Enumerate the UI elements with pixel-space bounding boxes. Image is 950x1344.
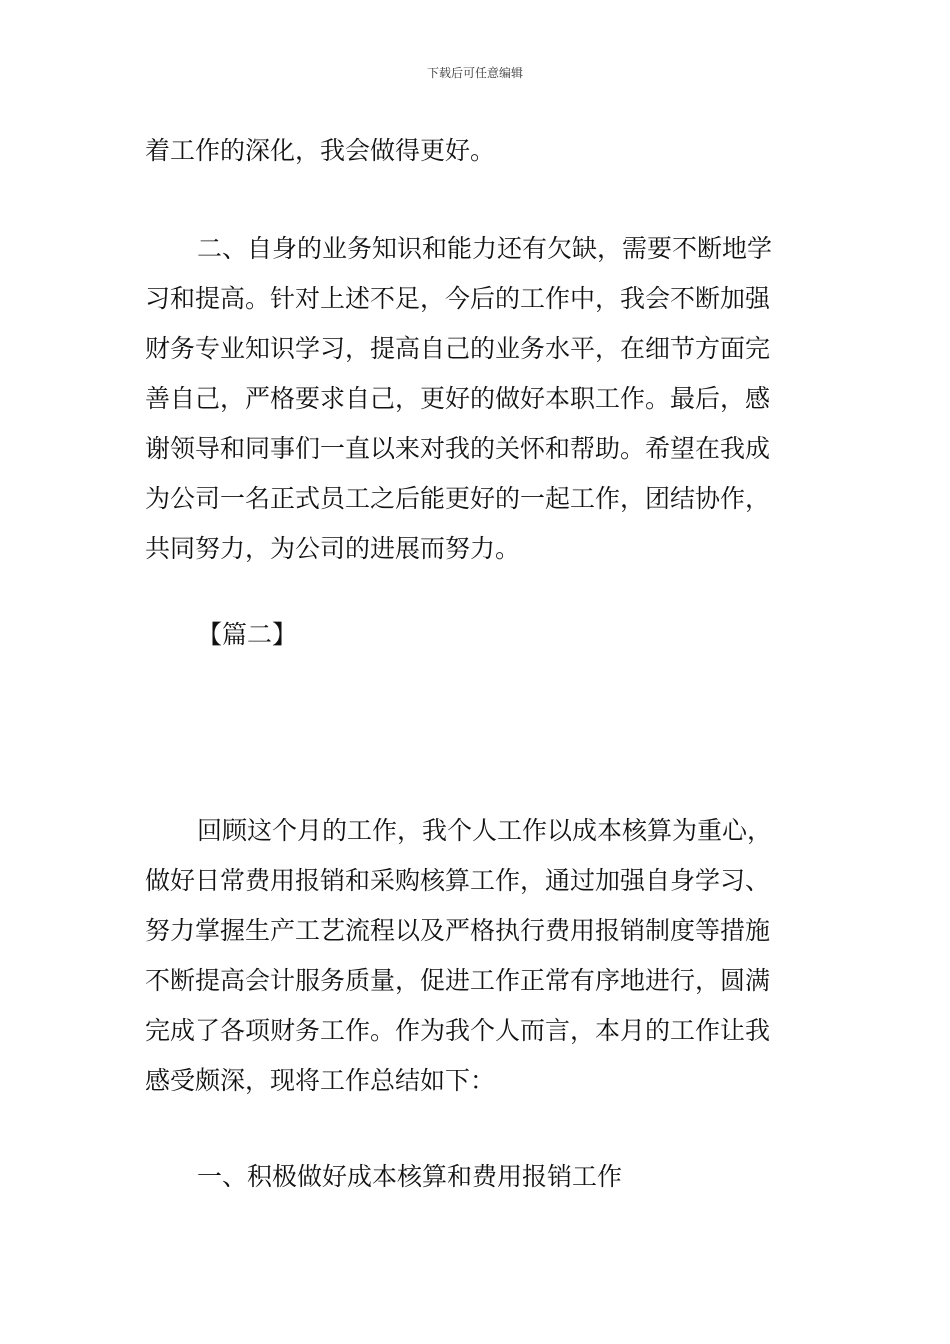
paragraph-line: 共同努力，为公司的进展而努力。 [145,534,521,563]
paragraph-line: 感受颇深，现将工作总结如下： [145,1066,496,1095]
document-body [145,126,810,1202]
paragraph-line: 谢领导和同事们一直以来对我的关怀和帮助。希望在我成 [145,434,771,463]
paragraph-line: 习和提高。针对上述不足，今后的工作中，我会不断加强 [145,284,771,313]
paragraph-line: 不断提高会计服务质量，促进工作正常有序地进行，圆满 [145,966,771,995]
paragraph-line: 做好日常费用报销和采购核算工作，通过加强自身学习、 [145,866,771,895]
paragraph-continuation [145,126,810,176]
page-header: 下载后可任意编辑 [426,66,523,80]
section-heading: 【篇二】 [197,620,298,649]
paragraph-line: 完成了各项财务工作。作为我个人而言，本月的工作让我 [145,1016,771,1045]
paragraph-line: 为公司一名正式员工之后能更好的一起工作，团结协作， [145,484,771,513]
paragraph-monthly-review [145,806,810,1106]
paragraph-line: 努力掌握生产工艺流程以及严格执行费用报销制度等措施 [145,916,771,945]
subheading: 一、积极做好成本核算和费用报销工作 [197,1162,623,1191]
paragraph-self-improvement [145,224,810,574]
paragraph-line: 回顾这个月的工作，我个人工作以成本核算为重心， [197,816,773,845]
paragraph-line: 善自己，严格要求自己，更好的做好本职工作。最后，感 [145,384,771,413]
paragraph-line: 着工作的深化，我会做得更好。 [145,136,496,165]
paragraph-line: 二、自身的业务知识和能力还有欠缺，需要不断地学 [197,234,773,263]
paragraph-line: 财务专业知识学习，提高自己的业务水平，在细节方面完 [145,334,771,363]
